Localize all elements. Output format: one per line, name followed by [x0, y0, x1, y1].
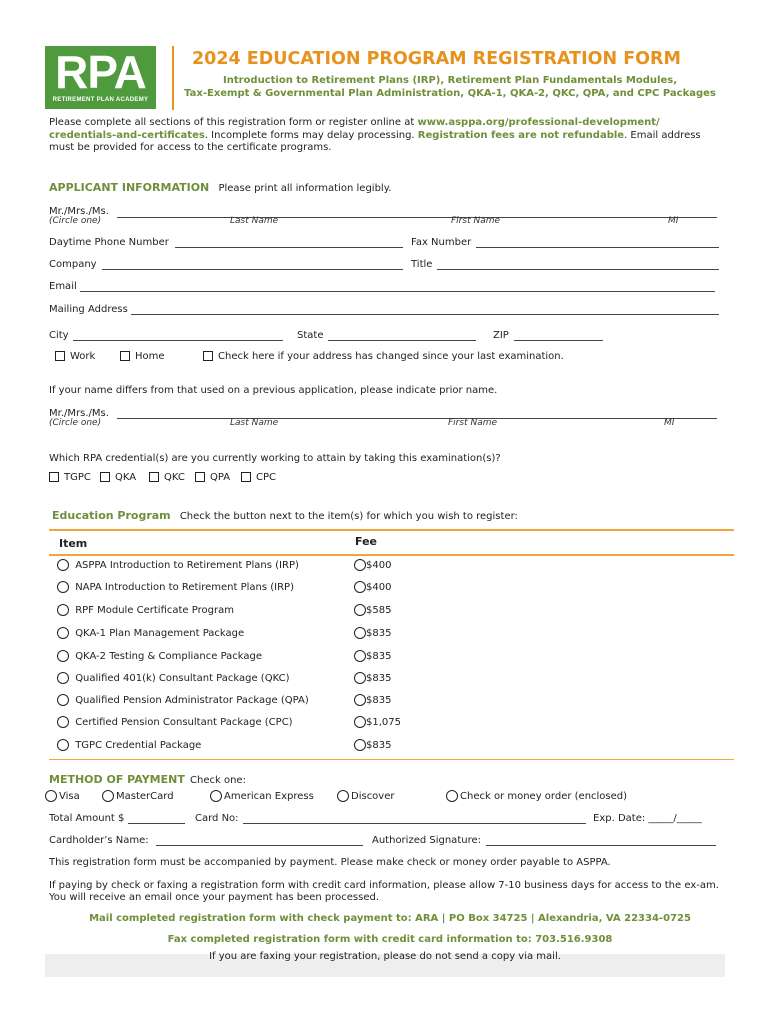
program-fee-cell[interactable] [354, 559, 391, 571]
fee-radio[interactable] [354, 672, 366, 684]
email-label: Email [49, 281, 77, 292]
program-name: QKA-1 Plan Management Package [75, 628, 245, 639]
credential-qpa[interactable] [195, 472, 230, 483]
program-row[interactable] [57, 581, 294, 593]
zip-label: ZIP [493, 330, 509, 341]
total-label: Total Amount $ [49, 813, 125, 824]
credential-qkc[interactable] [149, 472, 185, 483]
education-heading-row [52, 509, 518, 522]
prior-name-label: Mr./Mrs./Ms. [49, 408, 109, 419]
logo-tagline: RETIREMENT PLAN ACADEMY [52, 97, 149, 103]
last-name-label: Last Name [230, 216, 279, 226]
program-fee-cell[interactable] [354, 604, 391, 616]
payment-method-label: American Express [224, 791, 314, 802]
payment-method-label: Discover [351, 791, 395, 802]
home-checkbox[interactable] [120, 351, 130, 361]
work-label: Work [70, 351, 96, 362]
city-label: City [49, 330, 69, 341]
credential-label: QPA [210, 472, 231, 483]
table-bottom-rule [49, 759, 734, 760]
payment-heading-row [49, 773, 246, 786]
program-row[interactable] [57, 739, 201, 751]
card-label: Card No: [195, 813, 239, 824]
address-changed-label: Check here if your address has changed since your last examination. [218, 351, 564, 362]
title-label: Title [411, 259, 433, 270]
program-radio[interactable] [57, 739, 69, 751]
prior-last-name-label: Last Name [230, 418, 279, 428]
program-fee: $835 [366, 673, 392, 684]
program-row[interactable] [57, 627, 244, 639]
name-label: Mr./Mrs./Ms. [49, 206, 109, 217]
amex-radio[interactable] [210, 790, 222, 802]
table-top-rule [49, 529, 734, 531]
program-fee-cell[interactable] [354, 739, 391, 751]
program-radio[interactable] [57, 694, 69, 706]
program-radio[interactable] [57, 650, 69, 662]
mail-instructions: Mail completed registration form with check payment to: ARA | PO Box 34725 | Alexandria, VA 22334-0725 [89, 913, 691, 924]
footer-note: If you are faxing your registration, please do not send a copy via mail. [209, 951, 561, 962]
tgpc-checkbox[interactable] [49, 472, 59, 482]
name-field[interactable] [117, 217, 717, 218]
email-field[interactable] [80, 291, 715, 292]
qpa-checkbox[interactable] [195, 472, 205, 482]
payment-note-2: If paying by check or faxing a registration form with credit card information, please allow 7-10 business days for access to the ex-am. You will receive an email once your payment has been processed. [49, 880, 719, 903]
mastercard-radio[interactable] [102, 790, 114, 802]
program-radio[interactable] [57, 627, 69, 639]
program-name: TGPC Credential Package [75, 740, 202, 751]
state-field[interactable] [328, 340, 476, 341]
first-name-label: First Name [451, 216, 501, 226]
program-row[interactable] [57, 716, 293, 728]
prior-mi-label: MI [664, 418, 675, 428]
program-row[interactable] [57, 672, 289, 684]
check-radio[interactable] [446, 790, 458, 802]
prior-first-name-label: First Name [448, 418, 498, 428]
fee-radio[interactable] [354, 739, 366, 751]
title-field[interactable] [437, 269, 719, 270]
city-field[interactable] [73, 340, 283, 341]
table-header-rule [49, 554, 734, 556]
program-row[interactable] [57, 650, 262, 662]
address-changed-checkbox[interactable] [203, 351, 213, 361]
holder-label: Cardholder’s Name: [49, 835, 149, 846]
discover-radio[interactable] [337, 790, 349, 802]
program-fee: $400 [366, 560, 392, 571]
fax-field[interactable] [476, 247, 719, 248]
fax-label: Fax Number [411, 237, 472, 248]
mailing-label: Mailing Address [49, 304, 128, 315]
prior-circle-one-note: (Circle one) [49, 418, 102, 428]
work-option[interactable] [55, 351, 95, 362]
program-name: Qualified Pension Administrator Package (QPA) [75, 695, 309, 706]
logo-text: RPA [55, 46, 146, 98]
education-heading: Education Program [52, 509, 171, 522]
payment-discover[interactable] [337, 790, 395, 802]
work-checkbox[interactable] [55, 351, 65, 361]
intro-paragraph [49, 117, 729, 155]
program-row[interactable] [57, 559, 299, 571]
qkc-checkbox[interactable] [149, 472, 159, 482]
credential-cpc[interactable] [241, 472, 276, 483]
prior-name-field[interactable] [117, 418, 717, 419]
page-subtitle [180, 74, 720, 100]
cpc-checkbox[interactable] [241, 472, 251, 482]
mi-label: MI [668, 216, 679, 226]
company-label: Company [49, 259, 97, 270]
program-radio[interactable] [57, 559, 69, 571]
education-note: Check the button next to the item(s) for which you wish to register: [179, 511, 518, 522]
payment-mastercard[interactable] [102, 790, 174, 802]
applicant-heading-row [49, 181, 391, 194]
subtitle-line-1: Introduction to Retirement Plans (IRP), Retirement Plan Fundamentals Modules, [223, 75, 677, 86]
program-name: NAPA Introduction to Retirement Plans (IRP) [75, 582, 294, 593]
credential-label: QKC [164, 472, 185, 483]
payment-check[interactable] [446, 790, 627, 802]
credential-label: CPC [256, 472, 276, 483]
col-item-header: Item [59, 537, 88, 550]
mailing-field[interactable] [131, 314, 719, 315]
rpa-logo [45, 46, 156, 109]
payment-amex[interactable] [210, 790, 314, 802]
page-title: 2024 EDUCATION PROGRAM REGISTRATION FORM [192, 49, 681, 69]
program-fee: $835 [366, 695, 392, 706]
holder-field[interactable] [156, 845, 363, 846]
program-fee: $835 [366, 740, 392, 751]
registration-link[interactable]: www.asppa.org/professional-development/ credentials-and-certificates [49, 117, 660, 141]
payment-method-label: MasterCard [116, 791, 174, 802]
signature-field[interactable] [486, 845, 716, 846]
fee-radio[interactable] [354, 604, 366, 616]
address-changed-option[interactable] [203, 351, 564, 362]
fee-radio[interactable] [354, 627, 366, 639]
program-name: Certified Pension Consultant Package (CPC) [75, 717, 293, 728]
intro-text-2: . Incomplete forms may delay processing. [204, 129, 418, 141]
applicant-note: Please print all information legibly. [218, 183, 392, 194]
program-fee-cell[interactable] [354, 694, 391, 706]
signature-label: Authorized Signature: [372, 835, 481, 846]
credential-question: Which RPA credential(s) are you currently working to attain by taking this examination(s)? [49, 453, 501, 464]
payment-heading: METHOD OF PAYMENT [49, 773, 185, 786]
visa-radio[interactable] [45, 790, 57, 802]
credential-tgpc[interactable] [49, 472, 91, 483]
program-fee-cell[interactable] [354, 627, 391, 639]
home-option[interactable] [120, 351, 165, 362]
program-fee: $835 [366, 651, 392, 662]
program-name: QKA-2 Testing & Compliance Package [75, 651, 263, 662]
payment-method-label: Check or money order (enclosed) [460, 791, 628, 802]
check-one-note: Check one: [190, 775, 246, 786]
program-fee-cell[interactable] [354, 672, 391, 684]
program-fee: $835 [366, 628, 392, 639]
payment-method-label: Visa [59, 791, 80, 802]
program-row[interactable] [57, 694, 309, 706]
col-fee-header: Fee [355, 535, 377, 548]
fee-radio[interactable] [354, 559, 366, 571]
program-fee: $400 [366, 582, 392, 593]
program-fee-cell[interactable] [354, 650, 391, 662]
qka-checkbox[interactable] [100, 472, 110, 482]
circle-one-note: (Circle one) [49, 216, 102, 226]
applicant-heading: APPLICANT INFORMATION [49, 181, 210, 194]
total-field[interactable] [128, 823, 185, 824]
program-fee: $585 [366, 605, 392, 616]
program-row[interactable] [57, 604, 234, 616]
fee-radio[interactable] [354, 694, 366, 706]
prior-name-note: If your name differs from that used on a previous application, please indicate prior name. [49, 385, 498, 396]
company-field[interactable] [102, 269, 403, 270]
exp-date-field[interactable]: Exp. Date: _____/_____ [593, 813, 702, 824]
credential-label: TGPC [64, 472, 91, 483]
fee-radio[interactable] [354, 650, 366, 662]
payment-note-1: This registration form must be accompanied by payment. Please make check or money order payable to ASPPA. [49, 857, 611, 868]
card-field[interactable] [243, 823, 586, 824]
payment-visa[interactable] [45, 790, 80, 802]
header-divider [172, 46, 174, 110]
program-name: RPF Module Certificate Program [75, 605, 234, 616]
fees-note: Registration fees are not refundable [417, 129, 625, 141]
phone-field[interactable] [175, 247, 403, 248]
intro-text-1: Please complete all sections of this registration form or register online at [49, 117, 418, 128]
zip-field[interactable] [514, 340, 603, 341]
program-radio[interactable] [57, 604, 69, 616]
program-fee-cell[interactable] [354, 581, 391, 593]
subtitle-line-2: Tax-Exempt & Governmental Plan Administration, QKA-1, QKA-2, QKC, QPA, and CPC Packages [184, 88, 716, 99]
intro-text-3: . Email address must be provided for access to the certificate programs. [49, 129, 701, 153]
fax-instructions: Fax completed registration form with credit card information to: 703.516.9308 [167, 934, 613, 945]
phone-label: Daytime Phone Number [49, 237, 169, 248]
program-radio[interactable] [57, 716, 69, 728]
credential-label: QKA [115, 472, 137, 483]
program-fee: $1,075 [366, 717, 401, 728]
program-radio[interactable] [57, 672, 69, 684]
program-name: ASPPA Introduction to Retirement Plans (IRP) [75, 560, 299, 571]
program-name: Qualified 401(k) Consultant Package (QKC) [75, 673, 290, 684]
fee-radio[interactable] [354, 581, 366, 593]
fee-radio[interactable] [354, 716, 366, 728]
state-label: State [297, 330, 324, 341]
program-fee-cell[interactable] [354, 716, 401, 728]
credential-qka[interactable] [100, 472, 136, 483]
home-label: Home [135, 351, 165, 362]
program-radio[interactable] [57, 581, 69, 593]
